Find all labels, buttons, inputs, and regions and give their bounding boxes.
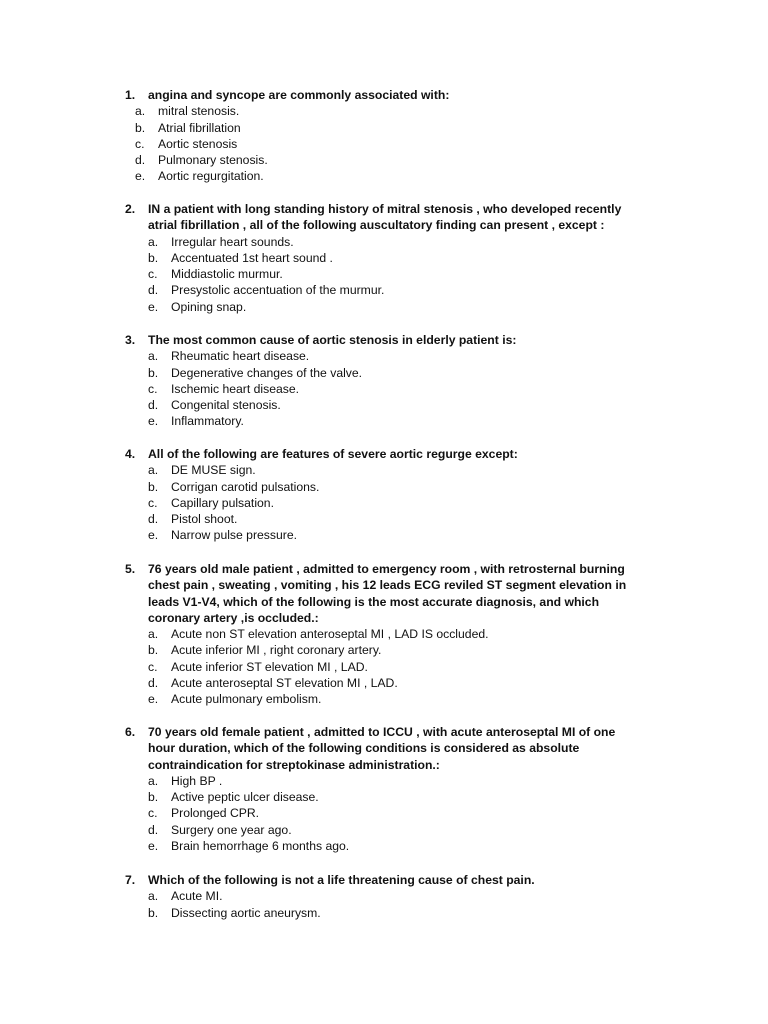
option-letter: b. bbox=[148, 479, 159, 494]
option-letter: b. bbox=[135, 120, 146, 135]
option-text: Atrial fibrillation bbox=[158, 120, 241, 135]
option-letter: c. bbox=[135, 136, 145, 151]
option-letter: b. bbox=[148, 250, 159, 265]
option-list bbox=[125, 103, 645, 184]
option-item bbox=[125, 479, 645, 495]
question-number: 7. bbox=[125, 873, 136, 887]
option-list bbox=[125, 626, 645, 707]
option-text: mitral stenosis. bbox=[158, 104, 240, 119]
question-number: 3. bbox=[125, 333, 136, 347]
question-3 bbox=[125, 332, 645, 430]
option-letter: a. bbox=[148, 349, 159, 364]
question-stem bbox=[125, 872, 645, 888]
option-list bbox=[125, 348, 645, 429]
option-text: Active peptic ulcer disease. bbox=[171, 790, 319, 805]
option-item bbox=[125, 675, 645, 691]
question-text: Which of the following is not a life threatening cause of chest pain. bbox=[148, 873, 535, 887]
option-item bbox=[125, 773, 645, 789]
question-text: IN a patient with long standing history of mitral stenosis , who developed recently atrial fibrillation , all of the following auscultatory finding can present , except : bbox=[148, 202, 622, 233]
option-list bbox=[125, 462, 645, 543]
option-letter: a. bbox=[148, 463, 159, 478]
question-stem bbox=[125, 201, 645, 234]
option-letter: e. bbox=[135, 169, 146, 184]
option-item bbox=[125, 626, 645, 642]
option-item bbox=[125, 168, 645, 184]
option-item bbox=[125, 413, 645, 429]
option-letter: e. bbox=[148, 692, 159, 707]
option-list bbox=[125, 773, 645, 854]
option-item bbox=[125, 691, 645, 707]
question-text: All of the following are features of severe aortic regurge except: bbox=[148, 447, 518, 461]
question-stem bbox=[125, 87, 645, 103]
option-item bbox=[125, 234, 645, 250]
option-text: Middiastolic murmur. bbox=[171, 267, 283, 282]
question-6 bbox=[125, 724, 645, 854]
option-item bbox=[125, 527, 645, 543]
question-4 bbox=[125, 446, 645, 544]
option-text: Pulmonary stenosis. bbox=[158, 153, 268, 168]
option-item bbox=[125, 511, 645, 527]
option-letter: b. bbox=[148, 905, 159, 920]
option-text: Irregular heart sounds. bbox=[171, 234, 294, 249]
question-number: 4. bbox=[125, 447, 136, 461]
option-item bbox=[125, 397, 645, 413]
option-letter: d. bbox=[148, 283, 159, 298]
option-item bbox=[125, 152, 645, 168]
option-letter: a. bbox=[148, 627, 159, 642]
option-item bbox=[125, 888, 645, 904]
option-letter: a. bbox=[148, 889, 159, 904]
option-item bbox=[125, 805, 645, 821]
option-item bbox=[125, 381, 645, 397]
option-letter: c. bbox=[148, 495, 158, 510]
option-text: Ischemic heart disease. bbox=[171, 381, 300, 396]
option-text: Accentuated 1st heart sound . bbox=[171, 250, 333, 265]
option-item bbox=[125, 250, 645, 266]
option-item bbox=[125, 299, 645, 315]
option-letter: c. bbox=[148, 806, 158, 821]
option-text: Acute inferior MI , right coronary artery. bbox=[171, 643, 382, 658]
question-2 bbox=[125, 201, 645, 315]
question-1 bbox=[125, 87, 645, 185]
option-letter: d. bbox=[148, 512, 159, 527]
question-stem bbox=[125, 724, 645, 773]
option-text: Inflammatory. bbox=[171, 414, 244, 429]
option-letter: d. bbox=[148, 398, 159, 413]
option-item bbox=[125, 120, 645, 136]
option-text: Surgery one year ago. bbox=[171, 822, 292, 837]
option-text: High BP . bbox=[171, 773, 223, 788]
option-letter: e. bbox=[148, 414, 159, 429]
option-letter: c. bbox=[148, 267, 158, 282]
option-text: DE MUSE sign. bbox=[171, 463, 256, 478]
option-letter: c. bbox=[148, 659, 158, 674]
option-text: Narrow pulse pressure. bbox=[171, 528, 297, 543]
option-list bbox=[125, 888, 645, 921]
question-stem bbox=[125, 332, 645, 348]
option-letter: b. bbox=[148, 790, 159, 805]
option-text: Presystolic accentuation of the murmur. bbox=[171, 283, 385, 298]
option-letter: d. bbox=[148, 822, 159, 837]
question-text: The most common cause of aortic stenosis in elderly patient is: bbox=[148, 333, 517, 347]
option-letter: b. bbox=[148, 365, 159, 380]
option-letter: a. bbox=[135, 104, 146, 119]
option-item bbox=[125, 642, 645, 658]
option-text: Pistol shoot. bbox=[171, 512, 238, 527]
option-text: Aortic regurgitation. bbox=[158, 169, 264, 184]
option-text: Acute pulmonary embolism. bbox=[171, 692, 322, 707]
option-text: Corrigan carotid pulsations. bbox=[171, 479, 320, 494]
question-text: angina and syncope are commonly associated with: bbox=[148, 88, 450, 102]
option-text: Aortic stenosis bbox=[158, 136, 238, 151]
question-7 bbox=[125, 872, 645, 921]
question-5 bbox=[125, 561, 645, 708]
option-list bbox=[125, 234, 645, 315]
option-letter: e. bbox=[148, 528, 159, 543]
option-item bbox=[125, 462, 645, 478]
option-letter: b. bbox=[148, 643, 159, 658]
option-text: Acute anteroseptal ST elevation MI , LAD. bbox=[171, 676, 398, 691]
question-stem bbox=[125, 561, 645, 626]
question-number: 6. bbox=[125, 725, 136, 739]
option-letter: a. bbox=[148, 773, 159, 788]
option-letter: c. bbox=[148, 381, 158, 396]
option-item bbox=[125, 659, 645, 675]
question-text: 70 years old female patient , admitted to ICCU , with acute anteroseptal MI of one hour duration, which of the following conditions is considered as absolute contraindication for streptokinase administration.: bbox=[148, 725, 616, 772]
option-text: Degenerative changes of the valve. bbox=[171, 365, 363, 380]
option-text: Acute non ST elevation anteroseptal MI , LAD IS occluded. bbox=[171, 627, 489, 642]
question-number: 1. bbox=[125, 88, 136, 102]
option-letter: e. bbox=[148, 299, 159, 314]
option-letter: d. bbox=[135, 153, 146, 168]
option-text: Prolonged CPR. bbox=[171, 806, 260, 821]
question-number: 2. bbox=[125, 202, 136, 216]
question-text: 76 years old male patient , admitted to emergency room , with retrosternal burning chest pain , sweating , vomiting , his 12 leads ECG reviled ST segment elevation in leads V1-V4, which of the following is the most accurate diagnosis, and which coronary artery ,is occluded.: bbox=[148, 562, 627, 625]
option-item bbox=[125, 103, 645, 119]
question-stem bbox=[125, 446, 645, 462]
option-text: Congenital stenosis. bbox=[171, 398, 281, 413]
option-text: Opining snap. bbox=[171, 299, 247, 314]
option-item bbox=[125, 348, 645, 364]
option-item bbox=[125, 905, 645, 921]
option-letter: e. bbox=[148, 839, 159, 854]
option-item bbox=[125, 266, 645, 282]
question-number: 5. bbox=[125, 562, 136, 576]
option-item bbox=[125, 495, 645, 511]
option-item bbox=[125, 789, 645, 805]
option-text: Dissecting aortic aneurysm. bbox=[171, 905, 321, 920]
option-item bbox=[125, 365, 645, 381]
option-text: Acute inferior ST elevation MI , LAD. bbox=[171, 659, 368, 674]
option-item bbox=[125, 822, 645, 838]
option-text: Capillary pulsation. bbox=[171, 495, 274, 510]
option-text: Acute MI. bbox=[171, 889, 223, 904]
option-text: Rheumatic heart disease. bbox=[171, 349, 310, 364]
option-letter: a. bbox=[148, 234, 159, 249]
option-text: Brain hemorrhage 6 months ago. bbox=[171, 839, 350, 854]
option-item bbox=[125, 282, 645, 298]
option-letter: d. bbox=[148, 676, 159, 691]
option-item bbox=[125, 838, 645, 854]
option-item bbox=[125, 136, 645, 152]
